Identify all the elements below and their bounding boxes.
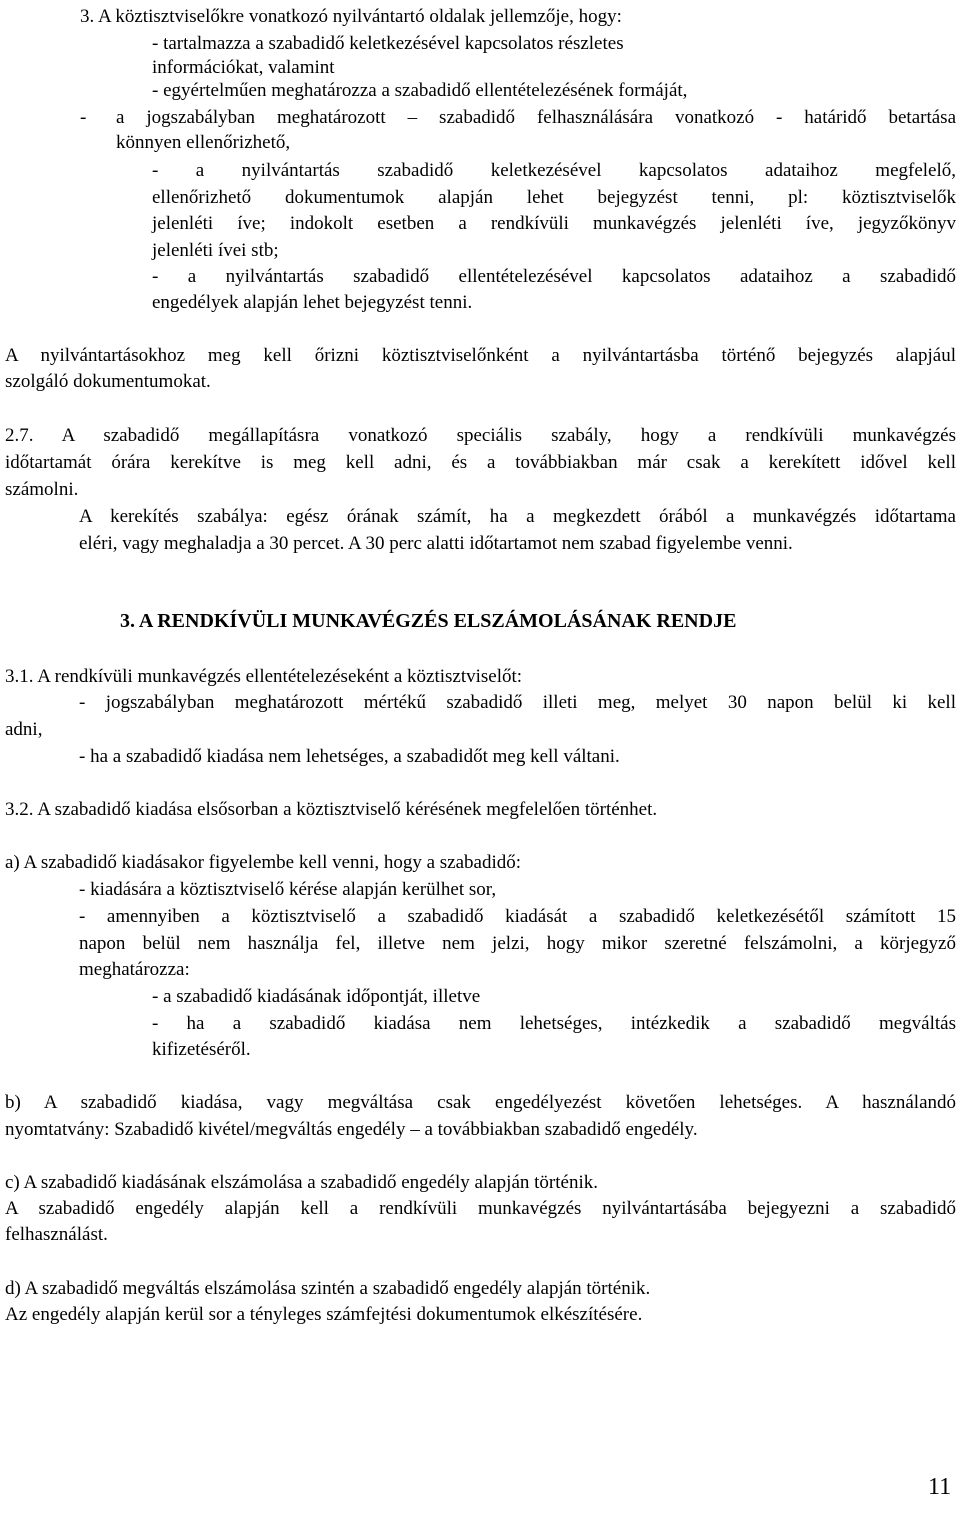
text-line: meghatározza: <box>79 959 190 980</box>
text-line: - a nyilvántartás szabadidő keletkezésével kapcsolatos adataihoz megfelelő, <box>152 160 956 181</box>
text-line: könnyen ellenőrizhető, <box>116 132 291 153</box>
text-line: időtartamát órára kerekítve is meg kell adni, és a továbbiakban már csak a kerekített idővel kell <box>5 452 956 473</box>
text-line: ellenőrizhető dokumentumok alapján lehet bejegyzést tenni, pl: köztisztviselők <box>152 187 956 208</box>
text-line: eléri, vagy meghaladja a 30 percet. A 30 perc alatti időtartamot nem szabad figyelembe venni. <box>79 533 793 554</box>
text-line: A nyilvántartásokhoz meg kell őrizni köztisztviselőnként a nyilvántartásba történő bejegyzés alapjául <box>5 345 956 366</box>
text-line: jelenléti íve; indokolt esetben a rendkívüli munkavégzés jelenléti íve, jegyzőkönyv <box>152 213 956 234</box>
text-line: nyomtatvány: Szabadidő kivétel/megváltás engedély – a továbbiakban szabadidő engedély. <box>5 1119 698 1140</box>
text-line: c) A szabadidő kiadásának elszámolása a szabadidő engedély alapján történik. <box>5 1172 598 1193</box>
text-line: napon belül nem használja fel, illetve nem jelzi, hogy mikor szeretné felszámolni, a körjegyző <box>79 933 956 954</box>
text-line: - jogszabályban meghatározott mértékű szabadidő illeti meg, melyet 30 napon belül ki kell <box>79 692 956 713</box>
text-line: Az engedély alapján kerül sor a tényleges számfejtési dokumentumok elkészítésére. <box>5 1304 643 1325</box>
text-line: kifizetéséről. <box>152 1039 251 1060</box>
text-line: információkat, valamint <box>152 57 335 78</box>
bullet-dash: - <box>80 107 87 128</box>
text-line: 3. A köztisztviselőkre vonatkozó nyilvántartó oldalak jellemzője, hogy: <box>80 6 622 27</box>
text-line: felhasználást. <box>5 1224 108 1245</box>
text-line: A kerekítés szabálya: egész órának számít, ha a megkezdett órából a munkavégzés időtartama <box>79 506 956 527</box>
text-line: - kiadására a köztisztviselő kérése alapján kerülhet sor, <box>79 879 497 900</box>
text-line: - a szabadidő kiadásának időpontját, illetve <box>152 986 481 1007</box>
text-line: számolni. <box>5 479 79 500</box>
text-line: 3.1. A rendkívüli munkavégzés ellentételezéseként a köztisztviselőt: <box>5 666 523 687</box>
text-line: a) A szabadidő kiadásakor figyelembe kell venni, hogy a szabadidő: <box>5 852 522 873</box>
text-line: jelenléti ívei stb; <box>152 240 279 261</box>
text-line: - tartalmazza a szabadidő keletkezésével kapcsolatos részletes <box>152 33 624 54</box>
text-line: - ha a szabadidő kiadása nem lehetséges, a szabadidőt meg kell váltani. <box>79 746 620 767</box>
text-line: - a nyilvántartás szabadidő ellentételezésével kapcsolatos adataihoz a szabadidő <box>152 266 956 287</box>
text-line: - ha a szabadidő kiadása nem lehetséges, intézkedik a szabadidő megváltás <box>152 1013 956 1034</box>
section-heading: 3. A RENDKÍVÜLI MUNKAVÉGZÉS ELSZÁMOLÁSÁNAK RENDJE <box>120 610 737 632</box>
page-number: 11 <box>928 1474 952 1500</box>
text-line: engedélyek alapján lehet bejegyzést tenni. <box>152 292 473 313</box>
text-line: a jogszabályban meghatározott – szabadidő felhasználására vonatkozó - határidő betartása <box>116 107 956 128</box>
text-line: d) A szabadidő megváltás elszámolása szintén a szabadidő engedély alapján történik. <box>5 1278 651 1299</box>
text-line: b) A szabadidő kiadása, vagy megváltása csak engedélyezést követően lehetséges. A használandó <box>5 1092 956 1113</box>
text-line: adni, <box>5 719 43 740</box>
text-line: 2.7. A szabadidő megállapításra vonatkozó speciális szabály, hogy a rendkívüli munkavégzés <box>5 425 956 446</box>
text-line: szolgáló dokumentumokat. <box>5 371 211 392</box>
text-line: - amennyiben a köztisztviselő a szabadidő kiadását a szabadidő keletkezésétől számított 15 <box>79 906 956 927</box>
text-line: - egyértelműen meghatározza a szabadidő ellentételezésének formáját, <box>152 80 688 101</box>
text-line: 3.2. A szabadidő kiadása elsősorban a köztisztviselő kérésének megfelelően történhet. <box>5 799 658 820</box>
text-line: A szabadidő engedély alapján kell a rendkívüli munkavégzés nyilvántartásába bejegyezni a szabadidő <box>5 1198 956 1219</box>
